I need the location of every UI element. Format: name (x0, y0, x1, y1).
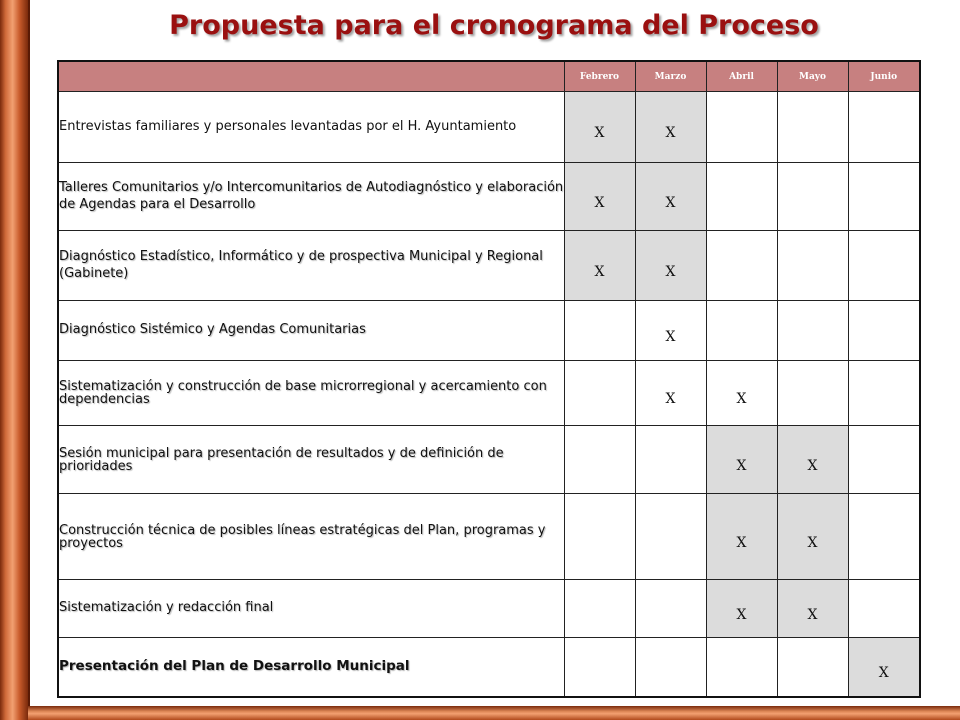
mark-cell (564, 580, 635, 638)
activity-cell: Construcción técnica de posibles líneas estratégicas del Plan, programas y proyectos (58, 494, 564, 580)
table-row (58, 301, 920, 361)
table-row (58, 426, 920, 494)
header-activity (58, 61, 564, 92)
header-month: Junio (848, 61, 920, 92)
mark-cell: X (777, 494, 848, 580)
mark-cell (635, 638, 706, 697)
activity-cell: Sistematización y redacción final (58, 580, 564, 638)
table-row (58, 163, 920, 231)
mark-cell: X (848, 638, 920, 697)
header-month: Abril (706, 61, 777, 92)
mark-cell (777, 638, 848, 697)
mark-cell (706, 231, 777, 301)
mark-cell (564, 361, 635, 426)
table-row (58, 580, 920, 638)
mark-cell (848, 426, 920, 494)
mark-cell: X (706, 361, 777, 426)
mark-cell (706, 92, 777, 163)
mark-cell: X (635, 301, 706, 361)
activity-cell: Talleres Comunitarios y/o Intercomunitarios de Autodiagnóstico y elaboración de Agendas para el Desarrollo (58, 163, 564, 231)
mark-cell: X (564, 92, 635, 163)
mark-cell (777, 92, 848, 163)
bottom-decorative-bar (28, 706, 960, 720)
header-month: Febrero (564, 61, 635, 92)
table-row (58, 92, 920, 163)
mark-cell (777, 163, 848, 231)
header-row (58, 61, 920, 92)
mark-cell (564, 301, 635, 361)
mark-cell: X (635, 361, 706, 426)
mark-cell (635, 426, 706, 494)
mark-cell: X (706, 580, 777, 638)
mark-cell (564, 426, 635, 494)
mark-cell (777, 231, 848, 301)
mark-cell (848, 231, 920, 301)
activity-cell: Entrevistas familiares y personales levantadas por el H. Ayuntamiento (58, 92, 564, 163)
activity-cell: Diagnóstico Sistémico y Agendas Comunitarias (58, 301, 564, 361)
header-month: Mayo (777, 61, 848, 92)
mark-cell: X (635, 231, 706, 301)
mark-cell (848, 163, 920, 231)
mark-cell (848, 301, 920, 361)
activity-cell: Sesión municipal para presentación de resultados y de definición de prioridades (58, 426, 564, 494)
mark-cell (848, 92, 920, 163)
mark-cell (848, 580, 920, 638)
mark-cell (564, 494, 635, 580)
slide-title: Propuesta para el cronograma del Proceso (169, 10, 819, 41)
mark-cell: X (777, 580, 848, 638)
mark-cell (635, 494, 706, 580)
mark-cell: X (777, 426, 848, 494)
mark-cell: X (706, 494, 777, 580)
mark-cell: X (706, 426, 777, 494)
table-row (58, 231, 920, 301)
mark-cell (564, 638, 635, 697)
table-row (58, 361, 920, 426)
mark-cell: X (564, 163, 635, 231)
mark-cell (635, 580, 706, 638)
left-decorative-bar (0, 0, 28, 720)
mark-cell (848, 494, 920, 580)
mark-cell (706, 301, 777, 361)
mark-cell: X (635, 163, 706, 231)
mark-cell (706, 163, 777, 231)
mark-cell (777, 301, 848, 361)
table-row (58, 494, 920, 580)
mark-cell (777, 361, 848, 426)
activity-cell: Diagnóstico Estadístico, Informático y de prospectiva Municipal y Regional (Gabinete) (58, 231, 564, 301)
mark-cell (848, 361, 920, 426)
schedule-table (57, 60, 921, 698)
activity-cell: Sistematización y construcción de base microrregional y acercamiento con dependencias (58, 361, 564, 426)
mark-cell: X (564, 231, 635, 301)
header-month: Marzo (635, 61, 706, 92)
mark-cell: X (635, 92, 706, 163)
activity-cell: Presentación del Plan de Desarrollo Municipal (58, 638, 564, 697)
table-row (58, 638, 920, 697)
mark-cell (706, 638, 777, 697)
